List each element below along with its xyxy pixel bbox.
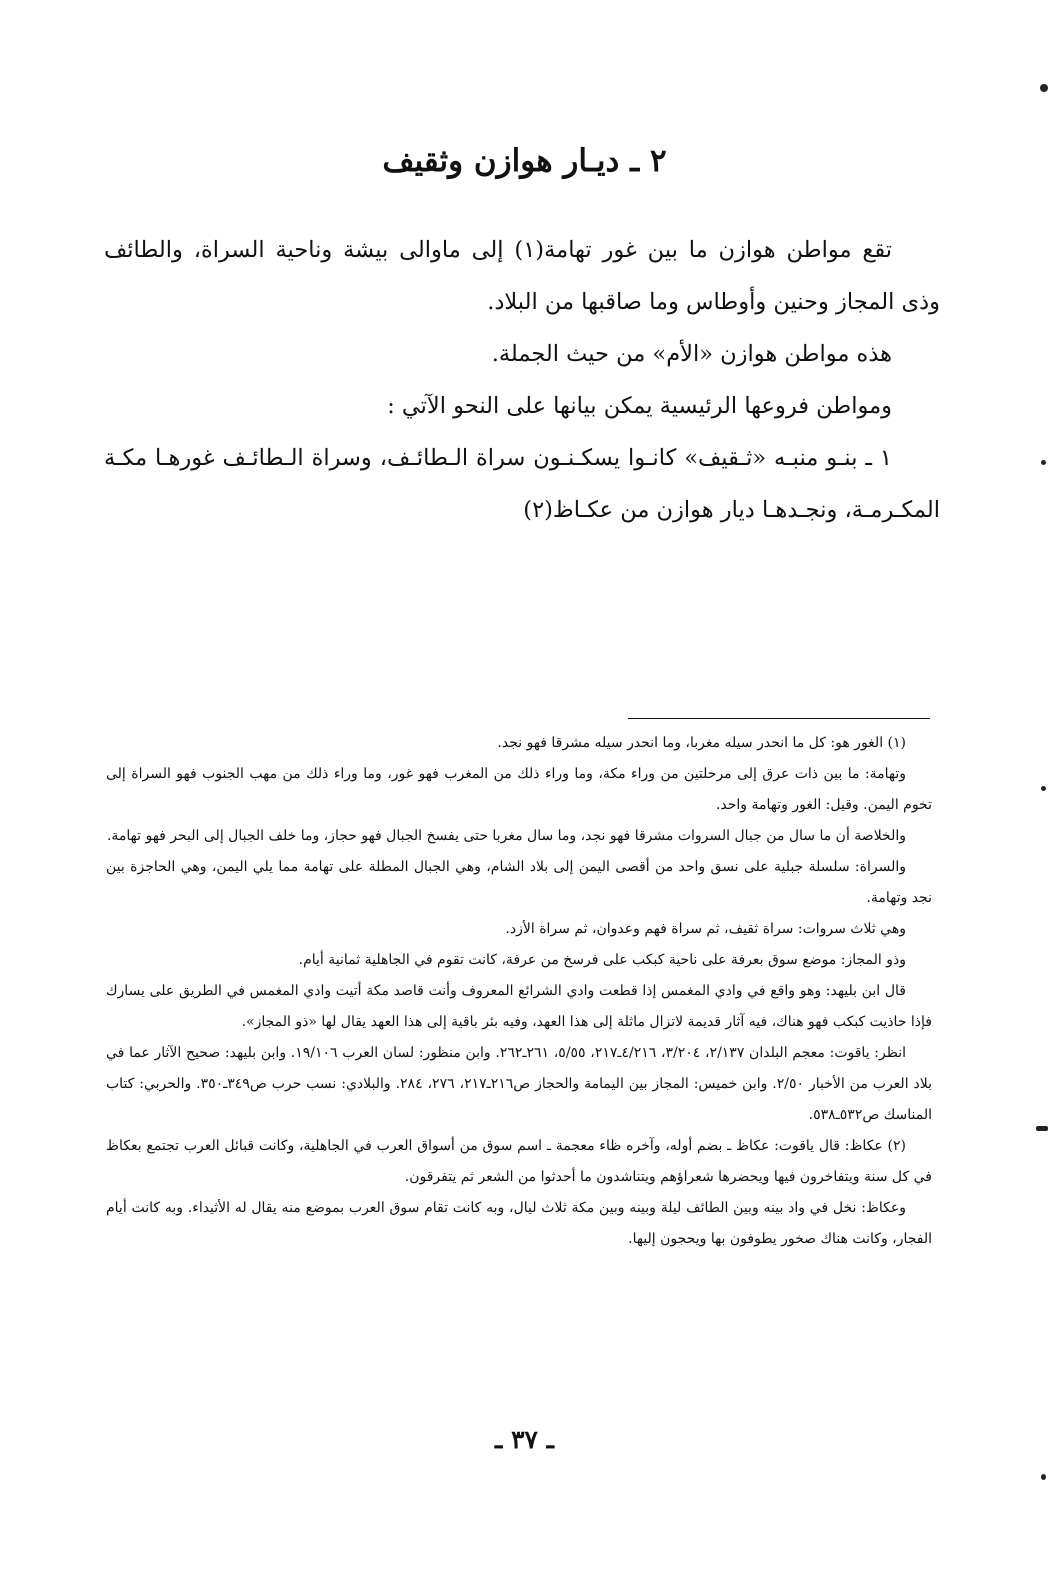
scan-mark: [1040, 84, 1048, 92]
page-number: ـ ٣٧ ـ: [495, 1425, 554, 1454]
footnote-paragraph: قال ابن بليهد: وهو واقع في وادي المغمس إذا قطعت وادي الشرائع المعروف وأنت قاصد مكة أتيت وادي المغمس في الطريق على يسارك فإذا حاذيت كبكب فهو هناك، فيه آثار قديمة لاتزال ماثلة إلى هذا العهد، وفيه بئر باقية إلى هذا العهد يقال لها «ذو المجاز».: [106, 983, 932, 1030]
footnote-paragraph: وذو المجاز: موضع سوق بعرفة على ناحية كبكب على فرسخ من عرفة، كانت تقوم في الجاهلية ثمانية أيام.: [298, 952, 906, 968]
footnote-paragraph: والخلاصة أن ما سال من جبال السروات مشرقا فهو نجد، وما سال مغربا حتى يفسخ الجبال فهو حجاز، وما خلف الجبال إلى البحر فهو تهامة.: [106, 828, 906, 844]
footnote-paragraph: انظر: ياقوت: معجم البلدان ٢/١٣٧، ٣/٢٠٤، ٤/٢١٦ـ٢١٧، ٥/٥٥، ٢٦١ـ٢٦٢. وابن منظور: لسان العرب ١٩/١٠٦. وابن بليهد: صحيح الآثار عما في بلاد العرب من الأخبار ٢/٥٠. وابن خميس: المجاز بين اليمامة والحجاز ص٢١٦ـ٢١٧، ٢٧٦، ٢٨٤. والبلادي: نسب حرب ص٣٤٩ـ٣٥٠. والحربي: كتاب المناسك ص٥٣٢ـ٥٣٨.: [106, 1045, 932, 1123]
footnote-paragraph: وتهامة: ما بين ذات عرق إلى مرحلتين من وراء مكة، وما وراء ذلك من المغرب فهو غور، وما وراء ذلك من مهب الجنوب فهو السراة إلى تخوم اليمن. وقيل: الغور وتهامة واحد.: [106, 766, 932, 813]
body-paragraph: ١ ـ بنـو منبـه «ثـقيف» كانـوا يسكـنـون سراة الـطائـف، وسراة الـطائـف غورهـا مكـة المكـرمـة، ونجـدهـا ديار هوازن من عكـاظ(٢): [104, 445, 940, 523]
body-paragraph: ومواطن فروعها الرئيسية يمكن بيانها على النحو الآتي :: [387, 393, 892, 419]
footnotes: [106, 728, 932, 1255]
footnote-paragraph: (١) الغور هو: كل ما انحدر سيله مغربا، وما انحدر سيله مشرقا فهو نجد.: [497, 735, 906, 751]
footnote-paragraph: والسراة: سلسلة جبلية على نسق واحد من أقصى اليمن إلى بلاد الشام، وهي الجبال المطلة على تهامة مما يلي اليمن، وهي الحاجزة بين نجد وتهامة.: [106, 859, 932, 906]
footnote-paragraph: (٢) عكاظ: قال ياقوت: عكاظ ـ بضم أوله، وآخره ظاء معجمة ـ اسم سوق من أسواق العرب في الجاهلية، وكانت قبائل العرب تجتمع بعكاظ في كل سنة ويتفاخرون فيها ويحضرها شعراؤهم ويتناشدون ما أحدثوا من الشعر ثم يتفرقون.: [106, 1138, 932, 1185]
scan-mark: [1041, 786, 1046, 791]
scan-mark: [1041, 460, 1046, 465]
chapter-title: ٢ ـ ديـار هوازن وثقيف: [382, 143, 667, 179]
body-paragraph: هذه مواطن هوازن «الأم» من حيث الجملة.: [491, 341, 892, 367]
footnote-separator: [628, 718, 930, 719]
scan-mark: [1036, 1126, 1048, 1131]
scan-mark: [1041, 1474, 1046, 1480]
footnote-paragraph: وعكاظ: نخل في واد بينه وبين الطائف ليلة وبينه وبين مكة ثلاث ليال، وبه كانت تقام سوق العرب بموضع منه يقال له الأثيداء. وبه كانت أيام الفجار، وكانت هناك صخور يطوفون بها ويحجون إليها.: [106, 1200, 932, 1247]
body-paragraph: تقع مواطن هوازن ما بين غور تهامة(١) إلى ماوالى بيشة وناحية السراة، والطائف وذى المجاز وحنين وأوطاس وما صاقبها من البلاد.: [104, 237, 940, 315]
main-text: [104, 224, 940, 536]
footnote-paragraph: وهي ثلاث سروات: سراة ثقيف، ثم سراة فهم وعدوان، ثم سراة الأزد.: [505, 921, 906, 937]
